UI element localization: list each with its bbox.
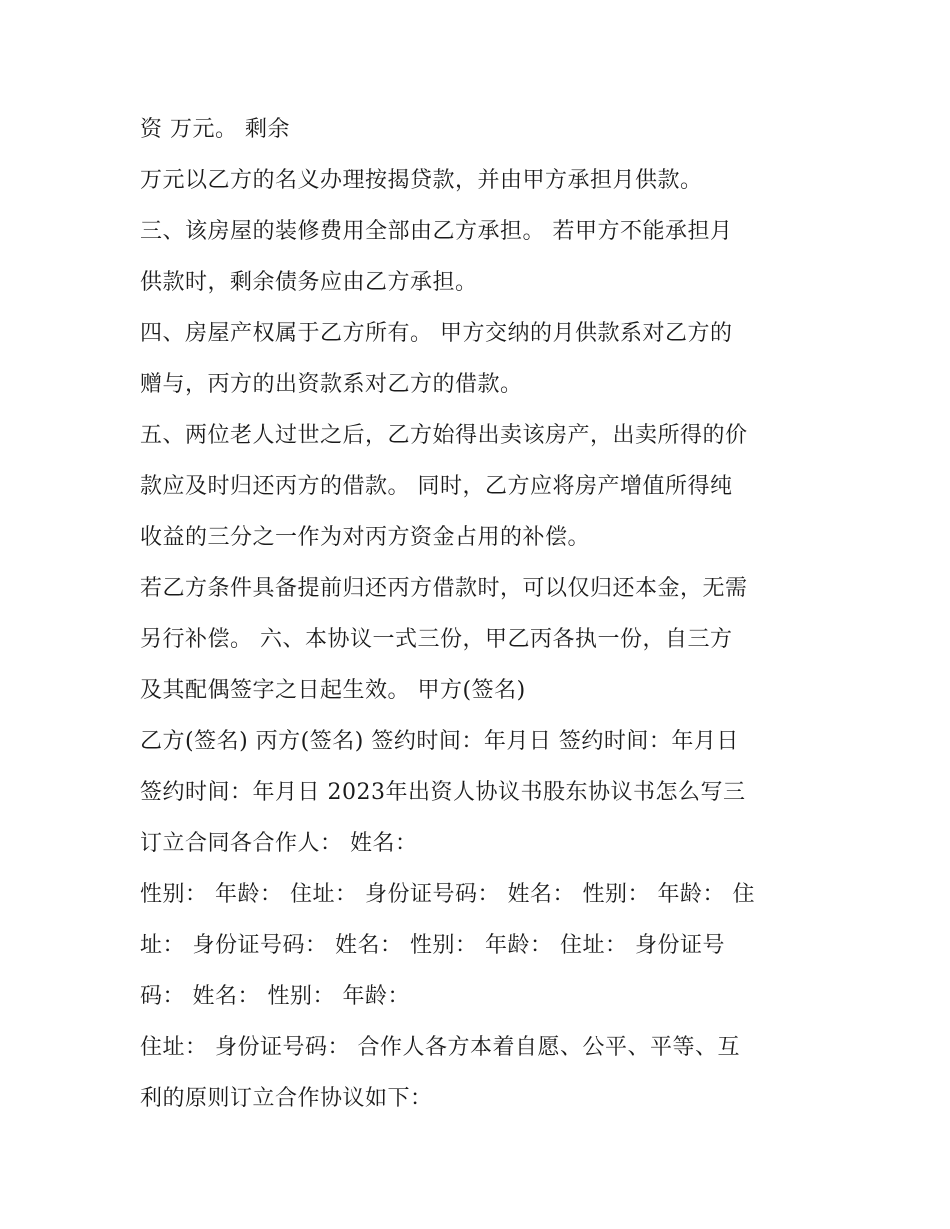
text-line: 若乙方条件具备提前归还丙方借款时，可以仅归还本金，无需 bbox=[140, 576, 748, 601]
text-line: 及其配偶签字之日起生效。 甲方(签名) bbox=[140, 678, 526, 703]
text-line: 资 万元。 剩余 bbox=[140, 117, 290, 142]
text-line: 收益的三分之一作为对丙方资金占用的补偿。 bbox=[140, 525, 591, 550]
text-line: 住址： 身份证号码： 合作人各方本着自愿、公平、平等、互 bbox=[140, 1035, 740, 1060]
text-line: 赠与，丙方的出资款系对乙方的借款。 bbox=[140, 372, 523, 397]
text-line: 供款时，剩余债务应由乙方承担。 bbox=[140, 270, 478, 295]
text-line: 另行补偿。 六、本协议一式三份，甲乙丙各执一份，自三方 bbox=[140, 627, 733, 652]
text-line: 订立合同各合作人： 姓名： bbox=[140, 831, 418, 856]
text-line: 四、房屋产权属于乙方所有。 甲方交纳的月供款系对乙方的 bbox=[140, 321, 733, 346]
text-line: 码： 姓名： 性别： 年龄： bbox=[140, 984, 410, 1009]
text-line: 万元以乙方的名义办理按揭贷款，并由甲方承担月供款。 bbox=[140, 168, 703, 193]
text-line: 性别： 年龄： 住址： 身份证号码： 姓名： 性别： 年龄： 住 bbox=[140, 882, 755, 907]
text-line: 签约时间：年月日 2023年出资人协议书股东协议书怎么写三 bbox=[140, 780, 746, 805]
text-line: 利的原则订立合作协议如下： bbox=[140, 1086, 433, 1111]
text-line: 五、两位老人过世之后，乙方始得出卖该房产，出卖所得的价 bbox=[140, 423, 748, 448]
document-body bbox=[140, 108, 820, 1128]
text-line: 款应及时归还丙方的借款。 同时，乙方应将房产增值所得纯 bbox=[140, 474, 733, 499]
text-line: 三、该房屋的装修费用全部由乙方承担。 若甲方不能承担月 bbox=[140, 219, 733, 244]
text-line: 址： 身份证号码： 姓名： 性别： 年龄： 住址： 身份证号 bbox=[140, 933, 725, 958]
text-line: 乙方(签名) 丙方(签名) 签约时间：年月日 签约时间：年月日 bbox=[140, 729, 739, 754]
